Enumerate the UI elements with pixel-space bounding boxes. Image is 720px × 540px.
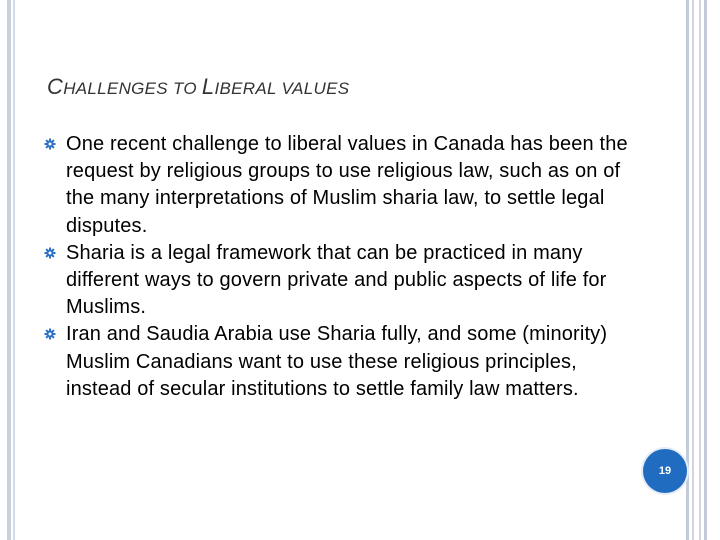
title-cap-1: C: [47, 74, 64, 99]
bullet-text: Sharia is a legal framework that can be practiced in many different ways to govern private and public aspects of life for Muslims.: [66, 241, 607, 319]
page-number: 19: [658, 465, 672, 477]
cog-icon: [44, 247, 56, 259]
page-number-badge: [643, 449, 687, 493]
left-border-outer: [7, 0, 11, 540]
title-cap-2: L: [201, 74, 215, 99]
bullet-text: Iran and Saudia Arabia use Sharia fully, and some (minority) Muslim Canadians want to use these religious principles, instead of secular institutions to settle family law matters.: [66, 323, 608, 400]
right-border-rule-1: [686, 0, 689, 540]
left-border-inner: [13, 0, 15, 540]
bullet-list: [44, 131, 634, 403]
title-word-3: IBERAL VALUES: [214, 79, 350, 98]
slide-title: [47, 74, 349, 100]
right-border-rule-4: [704, 0, 707, 540]
bullet-item: [44, 321, 634, 403]
bullet-item: [44, 240, 634, 322]
bullet-item: [44, 131, 634, 240]
cog-icon: [44, 138, 56, 150]
right-border-rule-3: [699, 0, 701, 540]
right-border-rule-2: [692, 0, 694, 540]
bullet-text: One recent challenge to liberal values in Canada has been the request by religious groups to use religious law, such as on of the many interpretations of Muslim sharia law, to settle legal disputes.: [66, 133, 628, 237]
title-word-2: TO: [167, 79, 202, 98]
title-word-1: HALLENGES: [63, 79, 168, 98]
cog-icon: [44, 328, 56, 340]
